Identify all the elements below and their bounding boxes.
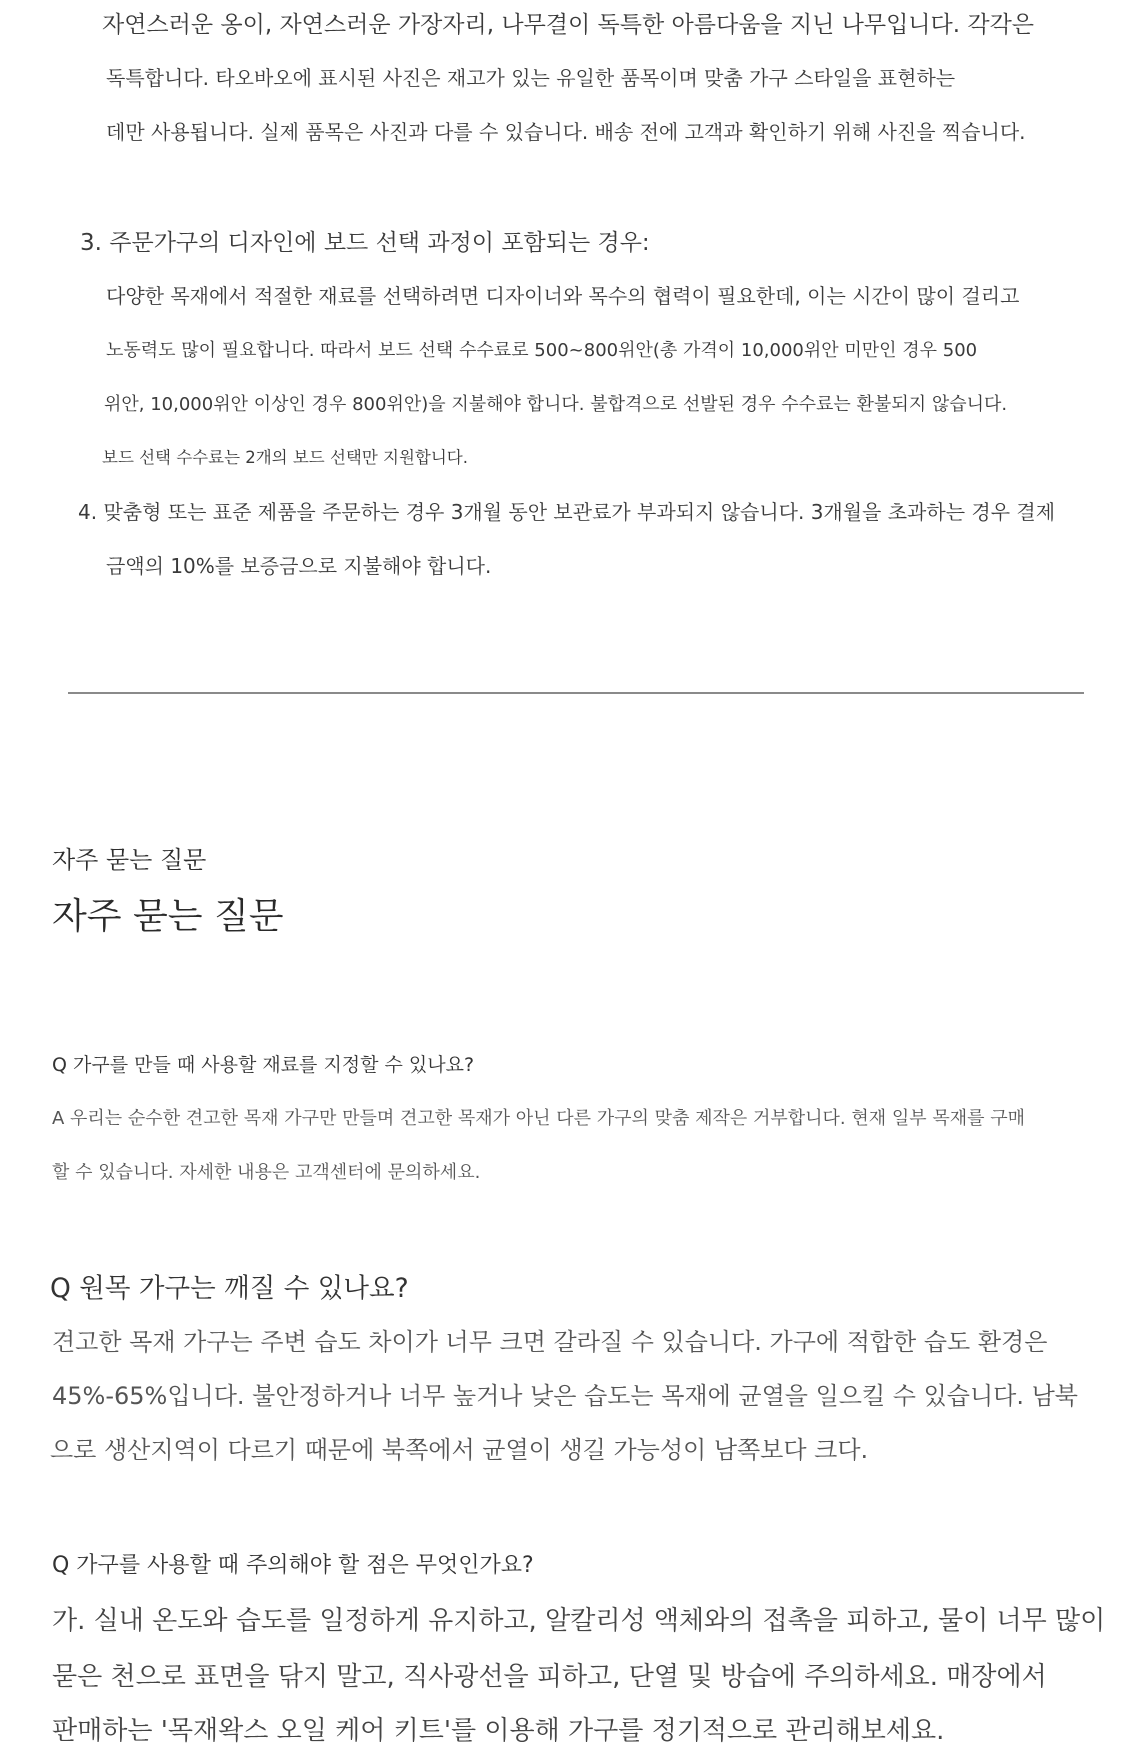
note-item2-line-2: 독특합니다. 타오바오에 표시된 사진은 재고가 있는 유일한 품목이며 맞춤 가구 스타일을 표현하는 [106, 66, 956, 90]
faq-answer-line: 으로 생산지역이 다르기 때문에 북쪽에서 균열이 생길 가능성이 남쪽보다 크다. [50, 1436, 869, 1464]
faq-answer-line: 판매하는 '목재왁스 오일 케어 키트'를 이용해 가구를 정기적으로 관리해보세요. [52, 1716, 945, 1746]
note-item4-line-2: 금액의 10%를 보증금으로 지불해야 합니다. [106, 554, 492, 578]
note-item3-line-1: 다양한 목재에서 적절한 재료를 선택하려면 디자이너와 목수의 협력이 필요한데, 이는 시간이 많이 걸리고 [106, 284, 1020, 308]
faq-question: Q 가구를 사용할 때 주의해야 할 점은 무엇인가요? [52, 1553, 534, 1578]
note-item2-line-1: 자연스러운 옹이, 자연스러운 가장자리, 나무결이 독특한 아름다움을 지닌 나무입니다. 각각은 [102, 12, 1035, 38]
note-item3-line-2: 노동력도 많이 필요합니다. 따라서 보드 선택 수수료로 500~800위안(총 가격이 10,000위안 미만인 경우 500 [106, 340, 978, 361]
note-item3-line-3: 위안, 10,000위안 이상인 경우 800위안)을 지불해야 합니다. 불합격으로 선발된 경우 수수료는 환불되지 않습니다. [104, 394, 1008, 415]
note-item2-line-3: 데만 사용됩니다. 실제 품목은 사진과 다를 수 있습니다. 배송 전에 고객과 확인하기 위해 사진을 찍습니다. [106, 120, 1026, 144]
note-item4-line-1: 4. 맞춤형 또는 표준 제품을 주문하는 경우 3개월 동안 보관료가 부과되지 않습니다. 3개월을 초과하는 경우 결제 [78, 500, 1056, 524]
note-item3-heading: 3. 주문가구의 디자인에 보드 선택 과정이 포함되는 경우: [80, 230, 650, 256]
faq-answer-line: A 우리는 순수한 견고한 목재 가구만 만들며 견고한 목재가 아닌 다른 가구의 맞춤 제작은 거부합니다. 현재 일부 목재를 구매 [52, 1108, 1026, 1129]
faq-answer-line: 가. 실내 온도와 습도를 일정하게 유지하고, 알칼리성 액체와의 접촉을 피하고, 물이 너무 많이 [52, 1606, 1106, 1636]
faq-question: Q 가구를 만들 때 사용할 재료를 지정할 수 있나요? [52, 1054, 475, 1076]
note-item3-line-4: 보드 선택 수수료는 2개의 보드 선택만 지원합니다. [102, 448, 468, 467]
faq-answer-line: 묻은 천으로 표면을 닦지 말고, 직사광선을 피하고, 단열 및 방습에 주의하세요. 매장에서 [52, 1662, 1047, 1692]
faq-answer-line: 할 수 있습니다. 자세한 내용은 고객센터에 문의하세요. [52, 1162, 481, 1183]
faq-answer-line: 견고한 목재 가구는 주변 습도 차이가 너무 크면 갈라질 수 있습니다. 가구에 적합한 습도 환경은 [52, 1328, 1048, 1356]
faq-kicker: 자주 묻는 질문 [52, 846, 207, 874]
faq-question: Q 원목 가구는 깨질 수 있나요? [50, 1273, 409, 1304]
faq-title: 자주 묻는 질문 [52, 896, 284, 937]
section-divider [68, 692, 1084, 694]
faq-answer-line: 45%-65%입니다. 불안정하거나 너무 높거나 낮은 습도는 목재에 균열을 일으킬 수 있습니다. 남북 [52, 1382, 1078, 1410]
